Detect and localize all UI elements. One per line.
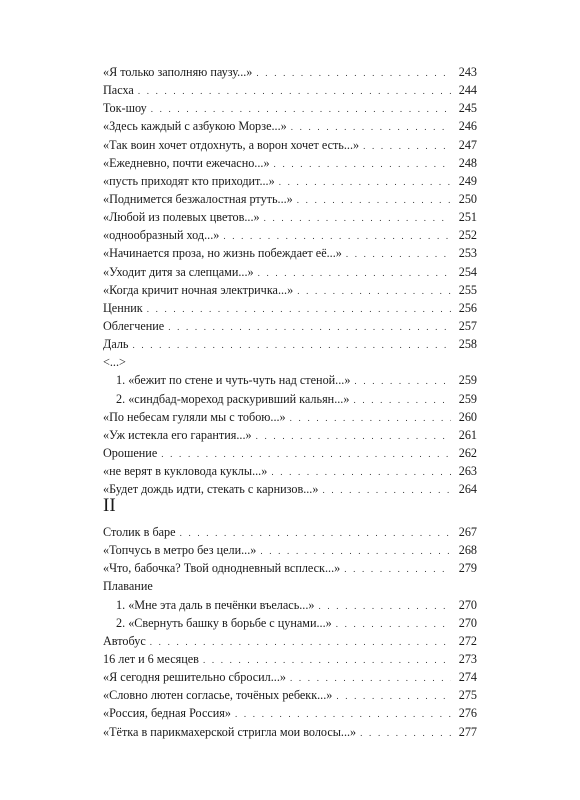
toc-entry-title: Облегчение (103, 318, 165, 333)
toc-entry-title: Даль (103, 337, 129, 352)
toc-entry (103, 99, 477, 117)
toc-entry-page: 244 (458, 83, 477, 98)
toc-entry (103, 559, 477, 577)
toc-entry (103, 172, 477, 190)
toc-entry-page: 270 (458, 615, 477, 630)
toc-entry-title: «Тётка в парикмахерской стригла мои волосы...» (103, 724, 357, 739)
toc-entry-title: «Я только заполняю паузу...» (103, 65, 253, 79)
toc-entry-page: 272 (458, 633, 477, 648)
toc-entry (103, 614, 477, 632)
toc-entry-page: 243 (458, 65, 477, 79)
toc-entry-page: 249 (458, 173, 477, 188)
toc-entry-page: 275 (458, 688, 477, 703)
toc-entry-title: Столик в баре (103, 525, 176, 539)
dot-leader (279, 173, 451, 191)
toc-entry-page: 250 (458, 191, 477, 206)
dot-leader (150, 633, 451, 651)
section-heading: II (103, 495, 116, 516)
dot-leader (291, 118, 451, 136)
dot-leader (132, 336, 451, 354)
toc-entry-page: 273 (458, 651, 477, 666)
toc-entry-title: «однообразный ход...» (103, 228, 220, 243)
toc-entry-page: 256 (458, 300, 477, 315)
toc-entry-page: 248 (458, 155, 477, 170)
dot-leader (274, 155, 451, 173)
toc-entry-page: 268 (458, 543, 477, 558)
toc-entry (103, 723, 477, 741)
toc-entry-title: 2. «Свернуть башку в борьбе с цунами...» (116, 615, 332, 630)
dot-leader (336, 687, 451, 705)
toc-entry (103, 480, 477, 498)
toc-entry-title: 2. «синдбад-мореход раскуривший кальян...» (116, 391, 350, 406)
dot-leader (260, 542, 451, 560)
toc-entry-title: «не верят в кукловода куклы...» (103, 464, 268, 479)
toc-entry (103, 541, 477, 559)
toc-entry-page: 253 (458, 246, 477, 261)
toc-entry-title: «Здесь каждый с азбукою Морзе...» (103, 119, 287, 134)
toc-entry-title: Орошение (103, 445, 158, 460)
toc-entry-page: 247 (458, 137, 477, 152)
toc-list-bottom (103, 523, 477, 741)
toc-entry-page: 261 (458, 427, 477, 442)
dot-leader (322, 481, 451, 499)
toc-entry (103, 444, 477, 462)
dot-leader (264, 209, 451, 227)
toc-entry (103, 632, 477, 650)
toc-entry (103, 577, 477, 595)
toc-entry (103, 596, 477, 614)
toc-entry-title: «Начинается проза, но жизнь побеждает её...» (103, 246, 342, 261)
dot-leader (168, 318, 451, 336)
dot-leader (147, 300, 451, 318)
toc-entry (103, 208, 477, 226)
toc-entry (103, 523, 477, 541)
dot-leader (297, 191, 451, 209)
toc-entry-page: 263 (458, 464, 477, 479)
toc-entry-title: «Любой из полевых цветов...» (103, 210, 260, 225)
toc-entry-page: 252 (458, 228, 477, 243)
dot-leader (360, 724, 451, 742)
toc-entry-title: «Россия, бедная Россия» (103, 706, 231, 721)
dot-leader (290, 669, 451, 687)
toc-entry-page: 260 (458, 409, 477, 424)
dot-leader (258, 264, 451, 282)
toc-entry (103, 63, 477, 81)
toc-entry (103, 353, 477, 371)
toc-entry (103, 263, 477, 281)
toc-entry (103, 408, 477, 426)
toc-entry-page: 274 (458, 670, 477, 685)
toc-entry-title: «Топчусь в метро без цели...» (103, 543, 257, 558)
toc-entry-page: 251 (458, 210, 477, 225)
dot-leader (235, 705, 451, 723)
toc-entry-title: «По небесам гуляли мы с тобою...» (103, 409, 286, 424)
toc-entry (103, 686, 477, 704)
toc-entry-page: 259 (458, 373, 477, 388)
dot-leader (344, 560, 451, 578)
toc-entry-page: 255 (458, 282, 477, 297)
toc-entry (103, 390, 477, 408)
toc-entry (103, 81, 477, 99)
dot-leader (138, 82, 451, 100)
dot-leader (256, 64, 451, 82)
toc-entry-title: «Уходит дитя за слепцами...» (103, 264, 254, 279)
dot-leader (256, 427, 451, 445)
dot-leader (346, 245, 451, 263)
toc-entry-title: «Будет дождь идти, стекать с карнизов...» (103, 482, 319, 497)
toc-entry (103, 335, 477, 353)
toc-entry-title: Ценник (103, 300, 143, 315)
toc-entry (103, 462, 477, 480)
toc-entry-page: 279 (458, 561, 477, 576)
toc-entry (103, 226, 477, 244)
dot-leader (363, 137, 451, 155)
toc-entry (103, 704, 477, 722)
toc-entry-title: Ток-шоу (103, 101, 147, 116)
toc-entry-title: «Ежедневно, почти ежечасно...» (103, 155, 270, 170)
toc-entry-page: 267 (458, 525, 477, 539)
dot-leader (290, 409, 451, 427)
toc-entry-page: 277 (458, 724, 477, 739)
toc-entry (103, 317, 477, 335)
dot-leader (223, 227, 451, 245)
toc-entry-title: «Словно лютен согласье, точёных ребекк...» (103, 688, 333, 703)
toc-entry-page: 254 (458, 264, 477, 279)
toc-entry (103, 154, 477, 172)
toc-entry-title: «Поднимется безжалостная ртуть...» (103, 191, 293, 206)
toc-entry (103, 299, 477, 317)
toc-entry-title: 1. «Мне эта даль в печёнки въелась...» (116, 597, 315, 612)
dot-leader (203, 651, 451, 669)
toc-entry (103, 426, 477, 444)
toc-entry-title: <...> (103, 355, 126, 370)
toc-entry-page: 245 (458, 101, 477, 116)
dot-leader (353, 391, 451, 409)
toc-entry-page: 264 (458, 482, 477, 497)
dot-leader (319, 597, 452, 615)
toc-entry-title: Пасха (103, 83, 134, 98)
toc-entry-page: 270 (458, 597, 477, 612)
toc-entry-title: «Что, бабочка? Твой однодневный всплеск...» (103, 561, 341, 576)
toc-entry-title: «пусть приходят кто приходит...» (103, 173, 275, 188)
dot-leader (161, 445, 451, 463)
toc-entry-title: 16 лет и 6 месяцев (103, 651, 199, 666)
toc-entry (103, 136, 477, 154)
dot-leader (151, 100, 451, 118)
dot-leader (354, 372, 451, 390)
toc-entry-page: 257 (458, 318, 477, 333)
toc-entry-title: 1. «бежит по стене и чуть-чуть над стеной...» (116, 373, 351, 388)
toc-entry-title: Плавание (103, 579, 153, 594)
toc-entry (103, 190, 477, 208)
toc-entry-page: 258 (458, 337, 477, 352)
toc-entry-title: «Когда кричит ночная электричка...» (103, 282, 294, 297)
toc-entry-page: 262 (458, 445, 477, 460)
toc-entry-title: «Так воин хочет отдохнуть, а ворон хочет есть...» (103, 137, 360, 152)
toc-entry (103, 668, 477, 686)
dot-leader (271, 463, 451, 481)
toc-entry (103, 117, 477, 135)
toc-entry-page: 259 (458, 391, 477, 406)
toc-entry-title: «Я сегодня решительно сбросил...» (103, 670, 286, 685)
dot-leader (297, 282, 451, 300)
toc-entry (103, 244, 477, 262)
toc-entry-page: 276 (458, 706, 477, 721)
dot-leader (180, 524, 451, 542)
toc-entry-page: 246 (458, 119, 477, 134)
toc-entry-title: Автобус (103, 633, 146, 648)
dot-leader (336, 615, 451, 633)
toc-entry-title: «Уж истекла его гарантия...» (103, 427, 252, 442)
toc-list-top (103, 63, 477, 498)
toc-entry (103, 650, 477, 668)
toc-entry (103, 371, 477, 389)
toc-entry (103, 281, 477, 299)
